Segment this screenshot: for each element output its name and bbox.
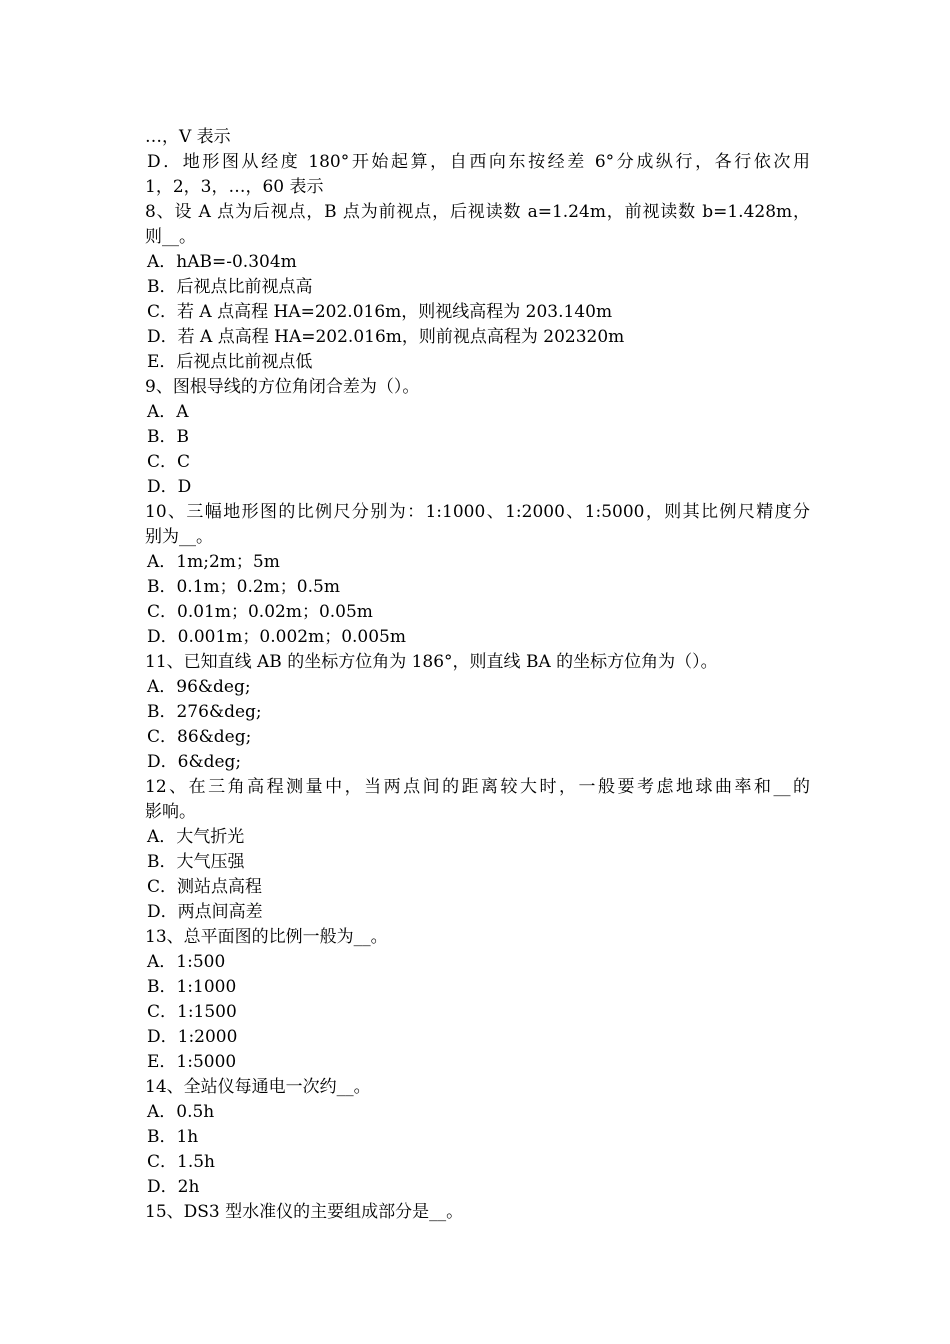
answer-option: D．1:2000 [147, 1027, 238, 1047]
answer-option: A．hAB=-0.304m [147, 252, 297, 272]
answer-option: D．地形图从经度 180°开始起算，自西向东按经差 6°分成纵行，各行依次用 [147, 152, 810, 172]
answer-option: E．后视点比前视点低 [147, 352, 313, 372]
text-continuation: 1，2，3，…，60 表示 [145, 177, 324, 197]
answer-option: D．2h [147, 1177, 200, 1197]
answer-option: B．0.1m；0.2m；0.5m [147, 577, 340, 597]
answer-option: C．86&deg; [147, 727, 252, 747]
question-text: 9、图根导线的方位角闭合差为（）。 [145, 377, 420, 397]
text-continuation: 则__。 [145, 227, 196, 247]
answer-option: C．若 A 点高程 HA=202.016m，则视线高程为 203.140m [147, 302, 613, 322]
answer-option: D．6&deg; [147, 752, 242, 772]
text-continuation: 影响。 [145, 802, 196, 822]
text-continuation: …，V 表示 [145, 127, 231, 147]
answer-option: C．1.5h [147, 1152, 215, 1172]
question-text: 13、总平面图的比例一般为__。 [145, 927, 388, 947]
question-text: 11、已知直线 AB 的坐标方位角为 186°，则直线 BA 的坐标方位角为（）。 [145, 652, 718, 672]
answer-option: B．B [147, 427, 189, 447]
answer-option: C．0.01m；0.02m；0.05m [147, 602, 373, 622]
answer-option: A．A [147, 402, 189, 422]
answer-option: B．276&deg; [147, 702, 262, 722]
answer-option: B．1:1000 [147, 977, 237, 997]
answer-option: A．96&deg; [147, 677, 251, 697]
document-body [145, 125, 810, 1225]
question-text: 15、DS3 型水准仪的主要组成部分是__。 [145, 1202, 464, 1222]
answer-option: D．若 A 点高程 HA=202.016m，则前视点高程为 202320m [147, 327, 625, 347]
question-text: 8、设 A 点为后视点，B 点为前视点，后视读数 a=1.24m，前视读数 b=1.428m， [145, 202, 810, 222]
answer-option: B．后视点比前视点高 [147, 277, 313, 297]
answer-option: C．C [147, 452, 191, 472]
answer-option: D．0.001m；0.002m；0.005m [147, 627, 406, 647]
question-text: 14、全站仪每通电一次约__。 [145, 1077, 371, 1097]
answer-option: D．D [147, 477, 192, 497]
answer-option: E．1:5000 [147, 1052, 237, 1072]
answer-option: B．1h [147, 1127, 199, 1147]
question-text: 10、三幅地形图的比例尺分别为：1:1000、1:2000、1:5000，则其比例尺精度分 [145, 502, 810, 522]
answer-option: A．0.5h [147, 1102, 215, 1122]
answer-option: C．测站点高程 [147, 877, 263, 897]
answer-option: C．1:1500 [147, 1002, 237, 1022]
answer-option: D．两点间高差 [147, 902, 263, 922]
answer-option: A．大气折光 [147, 827, 245, 847]
answer-option: A．1m;2m；5m [147, 552, 280, 572]
answer-option: B．大气压强 [147, 852, 245, 872]
answer-option: A．1:500 [147, 952, 226, 972]
question-text: 12、在三角高程测量中，当两点间的距离较大时，一般要考虑地球曲率和__的 [145, 777, 810, 797]
text-continuation: 别为__。 [145, 527, 213, 547]
